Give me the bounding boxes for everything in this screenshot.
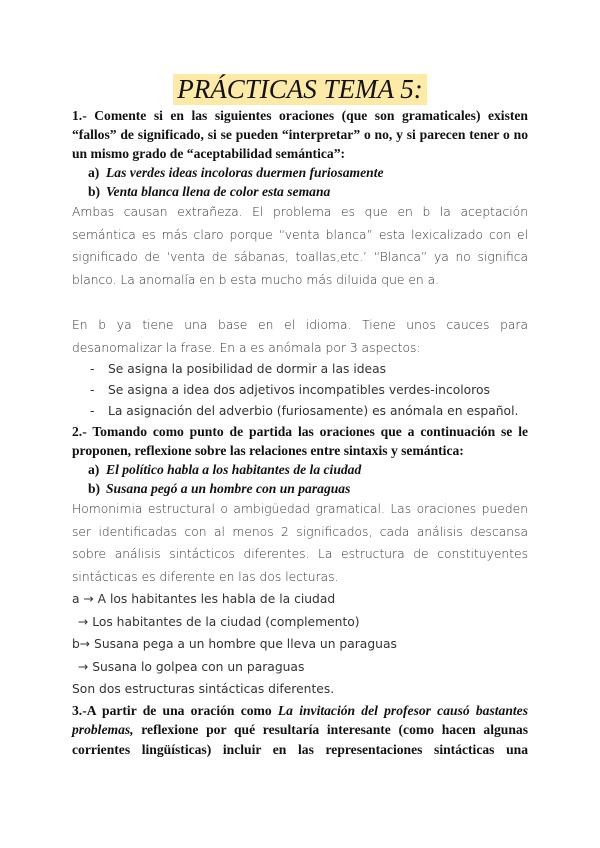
q3-prefix: 3.-A partir de una oración como: [72, 702, 278, 718]
option-text: Las verdes ideas incoloras duermen furiosamente: [106, 165, 384, 180]
aspect-item: - Se asigna a idea dos adjetivos incompatibles verdes-incoloros: [90, 383, 490, 397]
q2-answer-paragraph: Homonimia estructural o ambigüedad gramatical. Las oraciones pueden ser identificadas con al menos 2 significados, cada análisis descansa sobre análisis sintácticos diferentes. La estructura de constituyentes sintácticas es diferente en las dos lecturas.: [72, 502, 528, 584]
reading-line: b→ Susana pega a un hombre que lleva un paraguas: [72, 637, 397, 651]
q2-option-a: [72, 460, 528, 479]
reading-line: a → A los habitantes les habla de la ciudad: [72, 592, 336, 606]
q3-sentence: La invitación del profesor causó bastantes problemas,: [72, 702, 528, 737]
option-label: b): [88, 184, 101, 199]
option-label: a): [88, 462, 100, 477]
page-title: PRÁCTICAS TEMA 5:: [173, 74, 427, 105]
aspect-item: - La asignación del adverbio (furiosamente) es anómala en español.: [90, 404, 519, 418]
question-1: 1.- Comente si en las siguientes oraciones (que son gramaticales) existen “fallos” de significado, si se pueden “interpretar” o no, y si parecen tener o no un mismo grado de “aceptabilidad semántica”:: [72, 108, 528, 161]
aspect-text: Se asigna la posibilidad de dormir a las ideas: [108, 362, 387, 376]
option-text: El político habla a los habitantes de la ciudad: [106, 462, 362, 477]
q1-option-a: [72, 163, 528, 182]
title-block: [0, 74, 600, 105]
q3-suffix: reflexione por qué resultaría interesante (como hacen algunas corrientes lingüísticas) incluir en las representaciones sintácticas una: [72, 722, 528, 757]
reading-line: → Los habitantes de la ciudad (complemento): [78, 614, 360, 629]
aspect-text: Se asigna a idea dos adjetivos incompatibles verdes-incoloros: [108, 383, 490, 397]
option-label: b): [88, 481, 101, 496]
question-3: [72, 701, 528, 760]
aspect-item: - Se asigna la posibilidad de dormir a las ideas: [90, 362, 387, 376]
question-2: 2.- Tomando como punto de partida las oraciones que a continuación se le proponen, reflexione sobre las relaciones entre sintaxis y semántica:: [72, 424, 528, 458]
q1-option-b: [72, 182, 528, 201]
q2-option-b: [72, 479, 528, 498]
reading-line: Son dos estructuras sintácticas diferentes.: [72, 682, 335, 696]
document-body: [72, 106, 528, 759]
option-text: Susana pegó a un hombre con un paraguas: [106, 481, 351, 496]
q1-answer-paragraph-1: Ambas causan extrañeza. El problema es que en b la aceptación semántica es más claro porque “venta blanca” esta lexicalizado con el significado de ‘venta de sábanas, toallas,etc.’ “Blanca” ya no significa blanco. La anomalía en b esta mucho más diluida que en a.: [72, 205, 528, 287]
reading-line: → Susana lo golpea con un paraguas: [78, 659, 305, 674]
aspect-text: La asignación del adverbio (furiosamente) es anómala en español.: [108, 404, 519, 418]
option-label: a): [88, 165, 100, 180]
q1-answer-paragraph-2: En b ya tiene una base en el idioma. Tiene unos cauces para desanomalizar la frase. En a es anómala por 3 aspectos:: [72, 318, 528, 355]
option-text: Venta blanca llena de color esta semana: [106, 184, 331, 199]
